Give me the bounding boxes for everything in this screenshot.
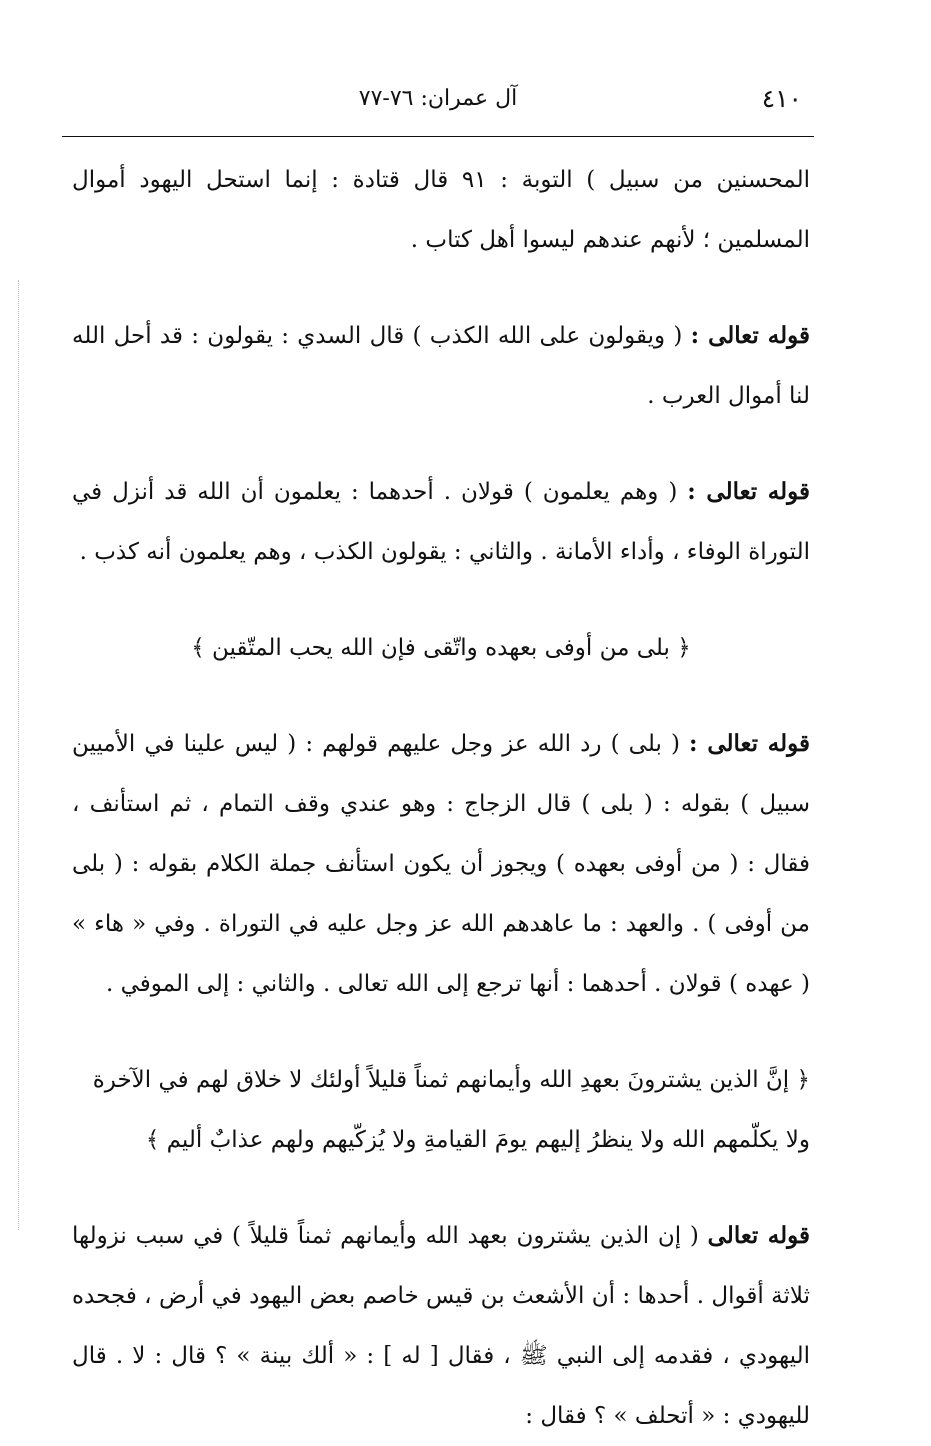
paragraph-5 [72,1206,810,1446]
paragraph-3 [72,462,810,582]
paragraph-2 [72,306,810,426]
body-text [72,150,810,1446]
paragraph-4 [72,714,810,1014]
margin-dotted-line [18,280,23,1230]
verse-text: ﴿ إنَّ الذين يشترونَ بعهدِ الله وأيمانهم ثمناً قليلاً أولئك لا خلاق لهم في الآخرة ولا يكلّمهم الله ولا ينظرُ إليهم يومَ القيامةِ ولا يُزكّيهم ولهم عذابٌ أليم ﴾ [92,1067,810,1153]
paragraph-lead: قوله تعالى : [689,730,811,757]
paragraph-text: ( ويقولون على الله الكذب ) قال السدي : يقولون : قد أحل الله لنا أموال العرب . [72,323,810,409]
paragraph-lead: قوله تعالى [707,1222,810,1249]
quran-verse-1 [72,618,810,678]
paragraph-lead: قوله تعالى : [687,478,810,505]
running-title: آل عمران: ٧٦-٧٧ [358,86,518,111]
page-number: ٤١٠ [761,84,802,113]
paragraph-1 [72,150,810,270]
paragraph-lead: قوله تعالى : [690,322,810,349]
verse-text: ﴿ بلى من أوفى بعهده واتّقى فإن الله يحب المتّقين ﴾ [191,635,691,661]
quran-verse-2 [72,1050,810,1170]
page-header [62,80,814,120]
paragraph-text: ( وهم يعلمون ) قولان . أحدهما : يعلمون أن الله قد أنزل في التوراة الوفاء ، وأداء الأمانة . والثاني : يقولون الكذب ، وهم يعلمون أنه كذب . [72,479,810,565]
paragraph-text: المحسنين من سبيل ) التوبة : ٩١ قال قتادة : إنما استحل اليهود أموال المسلمين ؛ لأنهم عندهم ليسوا أهل كتاب . [72,167,810,253]
header-rule [62,136,814,137]
paragraph-text: ( بلى ) رد الله عز وجل عليهم قولهم : ( ليس علينا في الأميين سبيل ) بقوله : ( بلى ) قال الزجاج : وهو عندي وقف التمام ، ثم استأنف ، فقال : ( من أوفى بعهده ) ويجوز أن يكون استأنف جملة الكلام بقوله : ( بلى من أوفى ) . والعهد : ما عاهدهم الله عز وجل عليه في التوراة . وفي « هاء » ( عهده ) قولان . أحدهما : أنها ترجع إلى الله تعالى . والثاني : إلى الموفي . [72,731,810,997]
paragraph-text: ( إن الذين يشترون بعهد الله وأيمانهم ثمناً قليلاً ) في سبب نزولها ثلاثة أقوال . أحدها : أن الأشعث بن قيس خاصم بعض اليهود في أرض ، فجحده اليهودي ، فقدمه إلى النبي ﷺ ، فقال [ له ] : « ألك بينة » ؟ قال : لا . قال لليهودي : « أتحلف » ؟ فقال : [72,1223,810,1429]
